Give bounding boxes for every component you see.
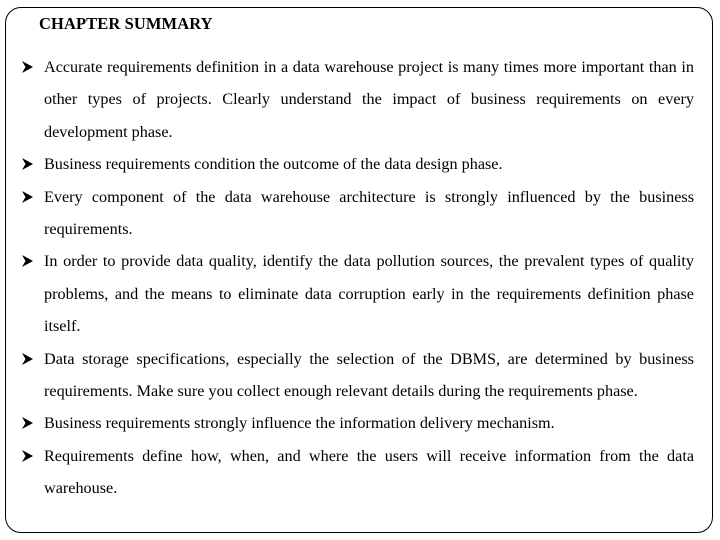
chapter-summary-title: CHAPTER SUMMARY xyxy=(39,14,213,33)
arrowhead-bullet-icon xyxy=(20,407,38,439)
summary-item-text: Every component of the data warehouse architecture is strongly influenced by the business requirements. xyxy=(44,187,694,239)
arrowhead-bullet-icon xyxy=(20,51,38,83)
arrowhead-bullet-icon xyxy=(20,245,38,277)
summary-item-text: Requirements define how, when, and where the users will receive information from the data warehouse. xyxy=(44,446,694,498)
summary-item-text: Business requirements condition the outcome of the data design phase. xyxy=(44,155,503,174)
arrowhead-bullet-icon xyxy=(20,440,38,472)
arrowhead-bullet-icon xyxy=(20,148,38,180)
summary-item-5 xyxy=(20,343,694,408)
summary-item-4 xyxy=(20,245,694,342)
summary-item-text: Business requirements strongly influence the information delivery mechanism. xyxy=(44,414,555,433)
summary-item-text: Data storage specifications, especially the selection of the DBMS, are determined by business requirements. Make sure you collect enough relevant details during the requirements phase. xyxy=(44,349,694,401)
summary-item-text: In order to provide data quality, identify the data pollution sources, the prevalent types of quality problems, and the means to eliminate data corruption early in the requirements definition phase itself. xyxy=(44,252,694,336)
summary-list xyxy=(20,51,694,505)
summary-item-text: Accurate requirements definition in a data warehouse project is many times more important than in other types of projects. Clearly understand the impact of business requirements on every development phase. xyxy=(44,58,694,141)
summary-item-3 xyxy=(20,181,694,246)
arrowhead-bullet-icon xyxy=(20,343,38,375)
summary-item-7 xyxy=(20,440,694,505)
arrowhead-bullet-icon xyxy=(20,181,38,213)
summary-item-6 xyxy=(20,407,694,439)
summary-item-1 xyxy=(20,51,694,148)
summary-item-2 xyxy=(20,148,694,180)
